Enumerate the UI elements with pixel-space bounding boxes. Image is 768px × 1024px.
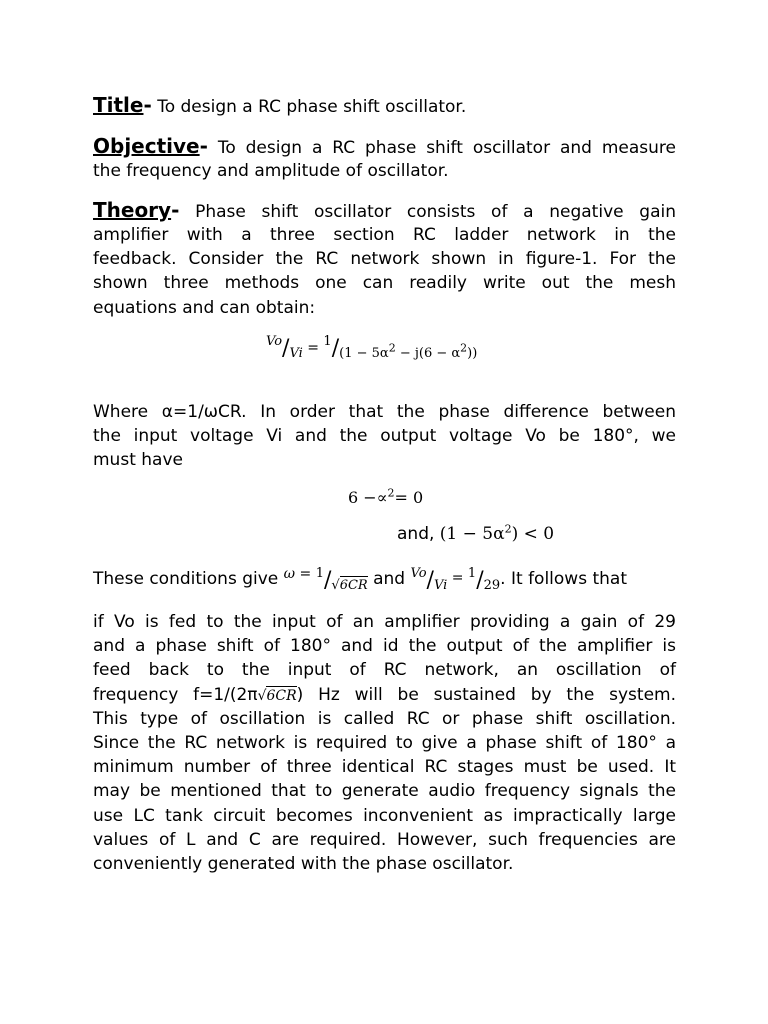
conditions-line: These conditions give ω = 1/√6CR and Vo/Vi = 1/29. It follows that <box>93 566 627 593</box>
frequency-line: frequency f=1/(2π√6CR) Hz will be sustained by the system. <box>93 684 677 705</box>
title-heading: Title <box>93 93 144 117</box>
theory-line: feedback. Consider the RC network shown in figure-1. For the <box>93 249 676 270</box>
theory-dash: - <box>171 198 180 222</box>
title-text: To design a RC phase shift oscillator. <box>151 97 467 117</box>
paragraph-line: must have <box>93 450 183 471</box>
title-dash: - <box>143 93 152 117</box>
theory-section <box>93 197 676 320</box>
title-section <box>93 92 676 118</box>
objective-line: the frequency and amplitude of oscillator. <box>93 161 449 181</box>
paragraph-line: conveniently generated with the phase oscillator. <box>93 853 514 874</box>
paragraph-line: Where α=1/ωCR. In order that the phase difference between <box>93 402 676 422</box>
paragraph-line: values of L and C are required. However, such frequencies are <box>93 829 676 850</box>
paragraph-line: Since the RC network is required to give a phase shift of 180° a <box>93 732 676 753</box>
paragraph-line: This type of oscillation is called RC or phase shift oscillation. <box>93 708 676 729</box>
theory-line: Phase shift oscillator consists of a negative gain <box>179 202 676 222</box>
transfer-function-equation: $Vo/Vi = 1/(1 - 5\alpha^2 - j(6 - \alpha^2))$ <box>266 334 478 361</box>
objective-section <box>93 133 676 183</box>
and-label: and, <box>397 524 440 544</box>
gain-condition-equation: and, $(1 - 5\alpha^2) < 0$ <box>397 522 555 544</box>
paragraph-line: may be mentioned that to generate audio frequency signals the <box>93 781 676 802</box>
objective-line: To design a RC phase shift oscillator and measure <box>207 138 676 158</box>
paragraph-line: minimum number of three identical RC stages must be used. It <box>93 757 676 778</box>
phase-condition-equation: 6 −∝$^2$= 0 <box>348 486 424 507</box>
where-paragraph <box>93 400 676 473</box>
objective-heading: Objective <box>93 134 200 158</box>
paragraph-line: use LC tank circuit becomes inconvenient as impractically large <box>93 805 676 826</box>
paragraph-line: and a phase shift of 180° and id the output of the amplifier is <box>93 636 676 657</box>
theory-line: equations and can obtain: <box>93 297 316 318</box>
paragraph-line: if Vo is fed to the input of an amplifier providing a gain of 29 <box>93 612 676 632</box>
paragraph-line: feed back to the input of RC network, an oscillation of <box>93 660 676 681</box>
theory-line: shown three methods one can readily write out the mesh <box>93 273 676 294</box>
theory-line: amplifier with a three section RC ladder network in the <box>93 225 676 245</box>
theory-heading: Theory <box>93 198 172 222</box>
objective-dash: - <box>199 134 208 158</box>
final-paragraph <box>93 610 676 876</box>
paragraph-line: the input voltage Vi and the output voltage Vo be 180°, we <box>93 426 676 447</box>
